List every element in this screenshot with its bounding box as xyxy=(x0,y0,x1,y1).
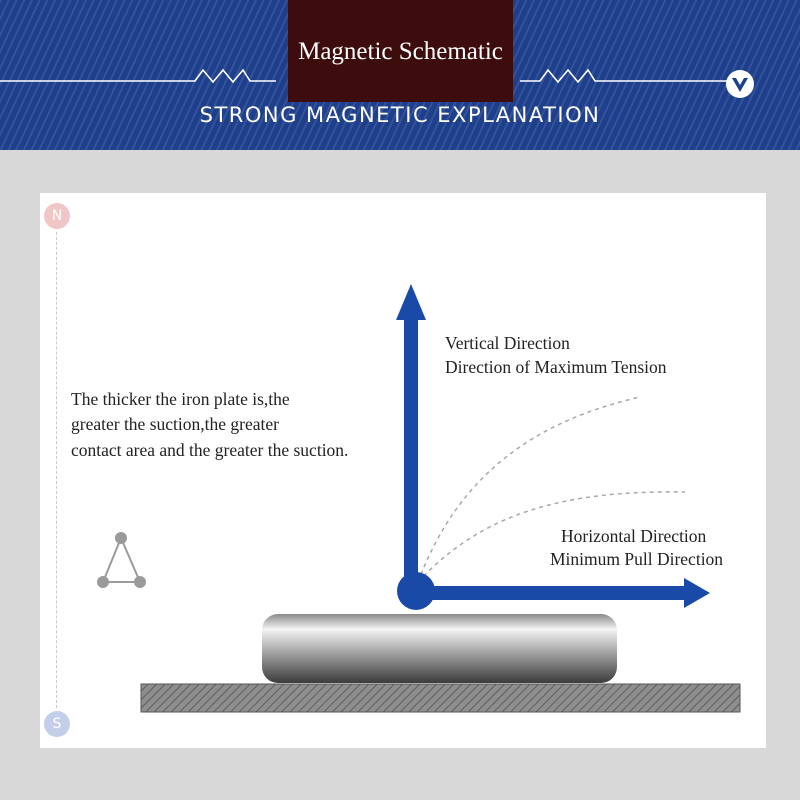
vertical-label-line1: Vertical Direction xyxy=(445,333,570,353)
page-subtitle: STRONG MAGNETIC EXPLANATION xyxy=(199,103,601,127)
description-line: contact area and the greater the suction. xyxy=(71,440,349,460)
horizontal-arrow-head xyxy=(684,578,710,608)
description-line: The thicker the iron plate is,the xyxy=(71,389,290,409)
page-title: Magnetic Schematic xyxy=(298,38,503,65)
vertical-label-line2: Direction of Maximum Tension xyxy=(445,357,667,377)
magnet-cylinder xyxy=(262,614,617,683)
north-pole-badge: N xyxy=(44,203,70,229)
vertical-arrow-shaft xyxy=(404,318,418,590)
horizontal-arrow-shaft xyxy=(411,586,687,600)
horizontal-label-line1: Horizontal Direction xyxy=(561,526,707,546)
description-line: greater the suction,the greater xyxy=(71,414,279,434)
vertical-arrow-head xyxy=(396,284,426,320)
horizontal-label-line2: Minimum Pull Direction xyxy=(550,549,724,569)
triangle-icon xyxy=(98,533,145,587)
iron-plate xyxy=(141,684,740,712)
force-origin-dot xyxy=(397,572,435,610)
south-pole-badge: S xyxy=(44,711,70,737)
